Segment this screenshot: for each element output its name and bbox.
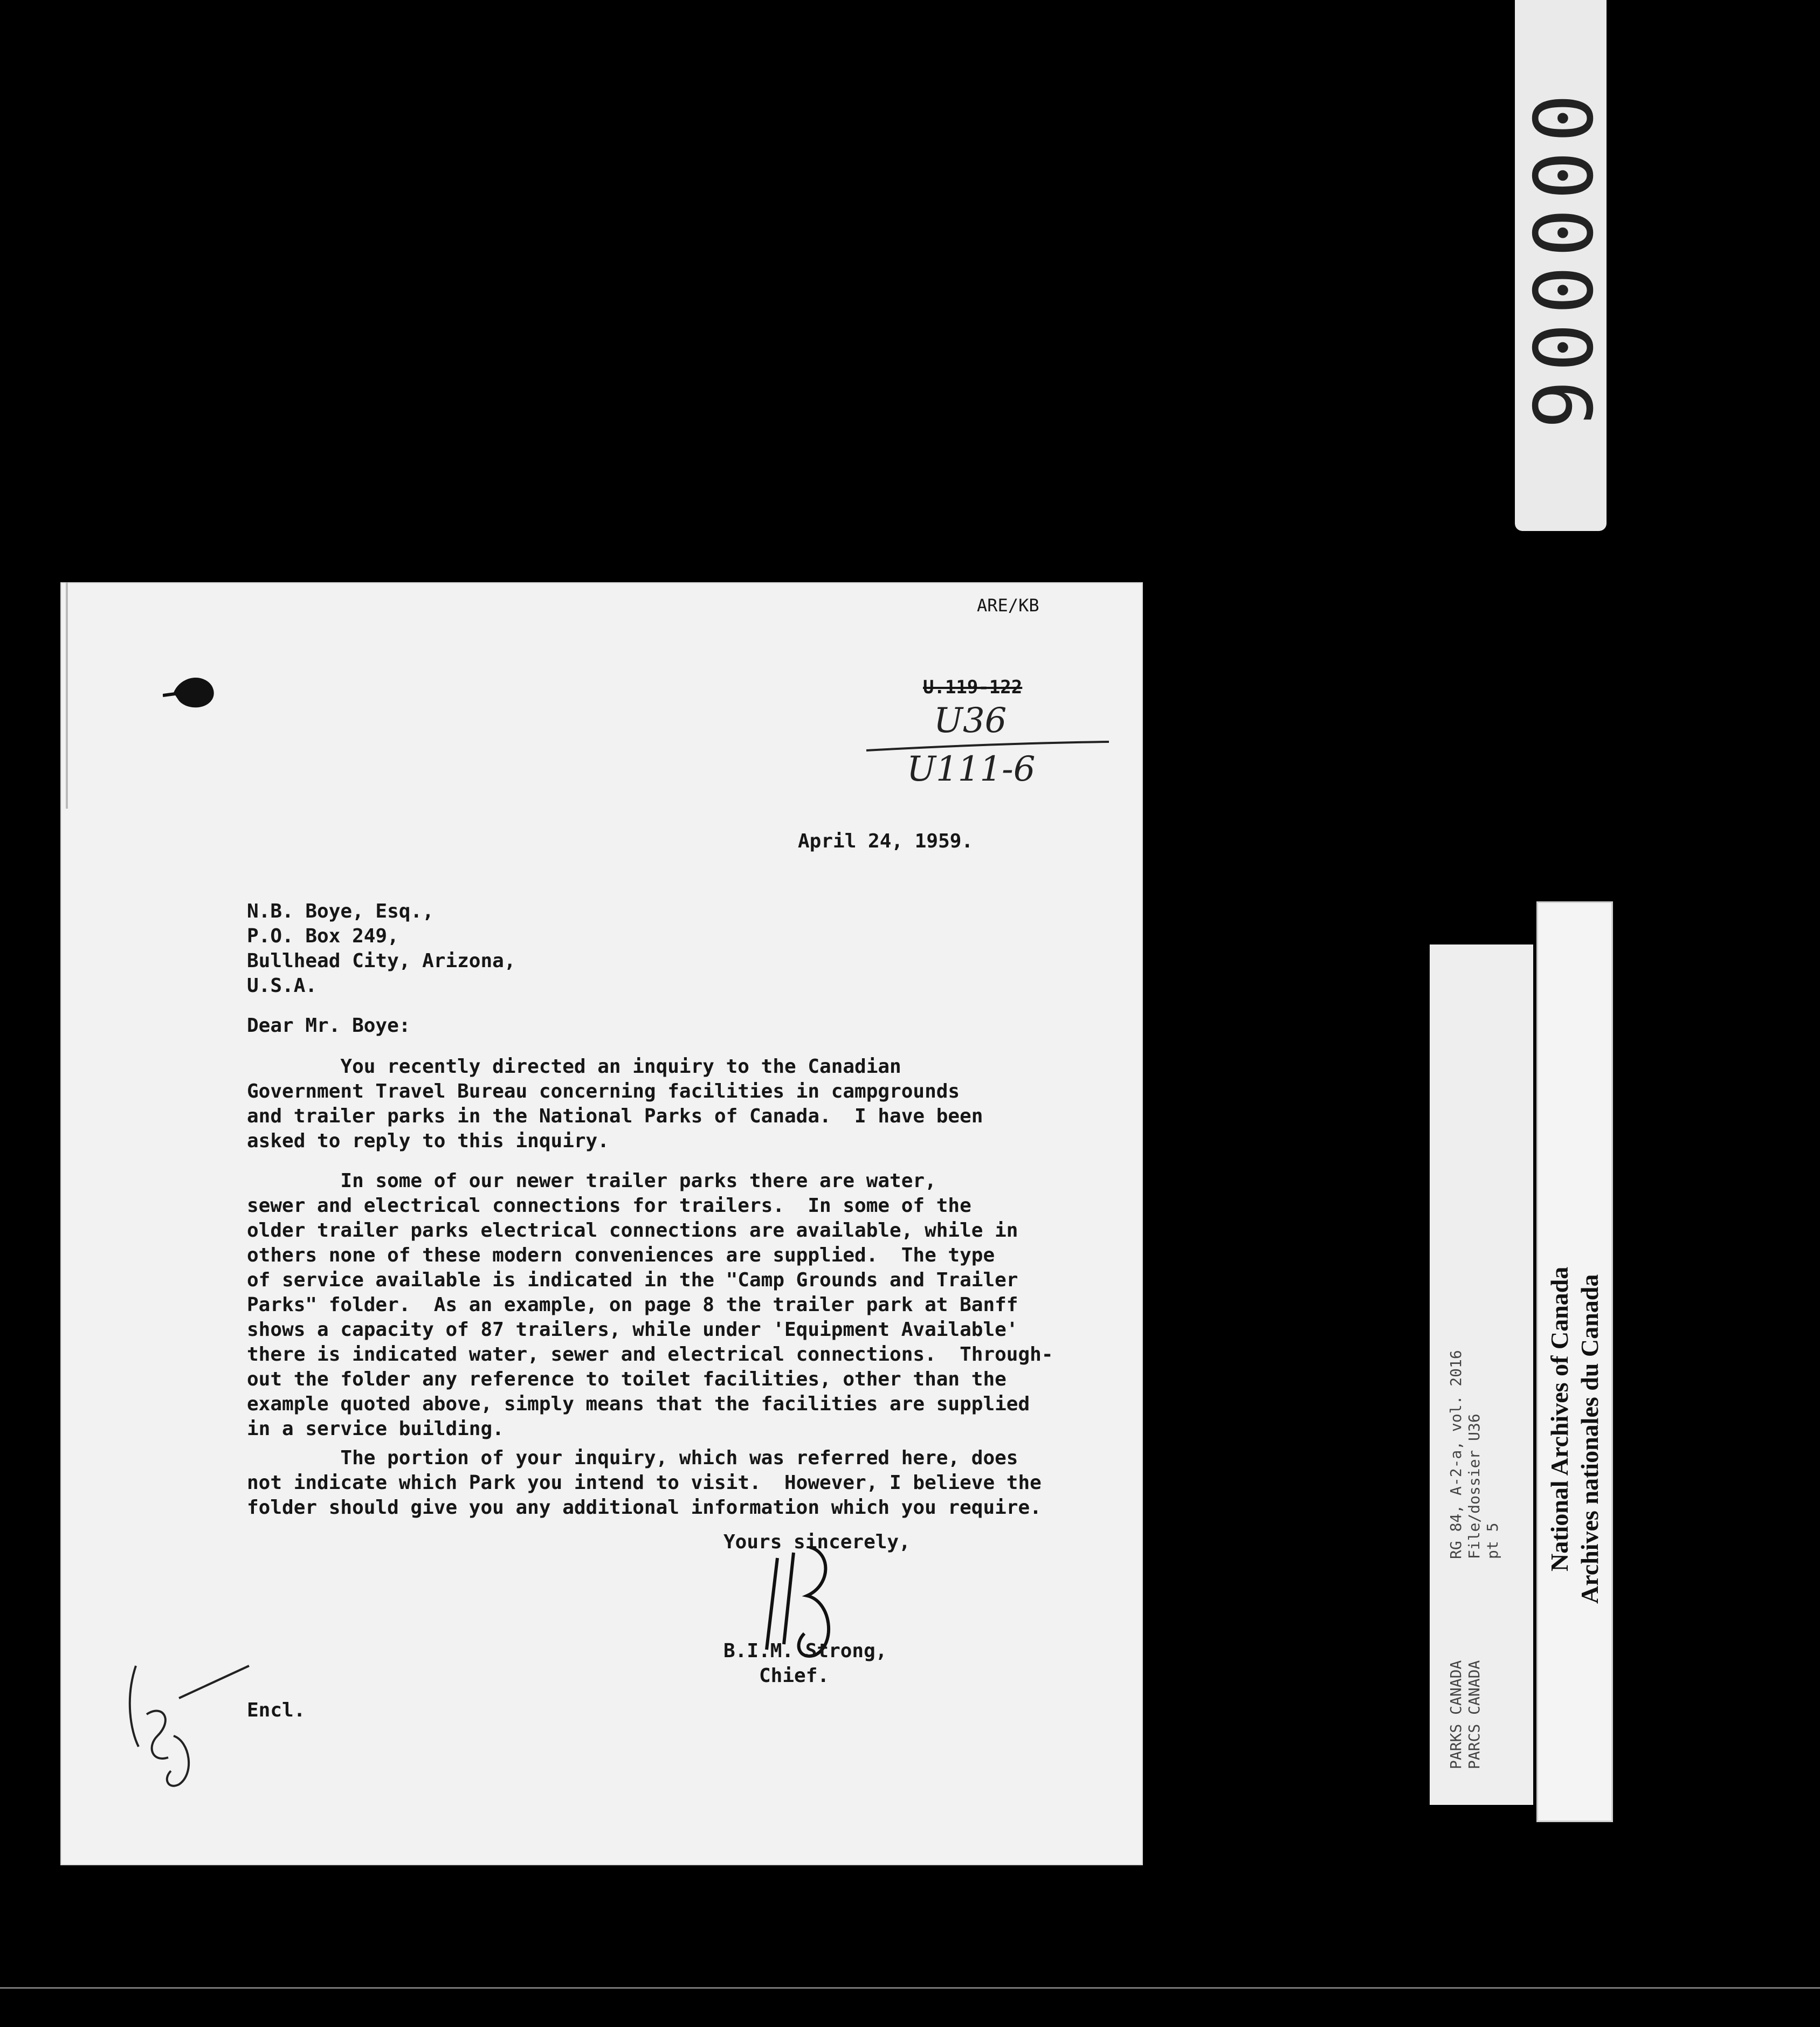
file-number-handwritten-2: U111-6 [907, 749, 1036, 789]
label-line: PARCS CANADA [1465, 1660, 1483, 1769]
body-line: Government Travel Bureau concerning facilities in campgrounds [247, 1080, 960, 1102]
label-line: pt 5 [1484, 1522, 1501, 1559]
body-line: not indicate which Park you intend to visit. However, I believe the [247, 1472, 1042, 1494]
address-line: N.B. Boye, Esq., [247, 900, 434, 922]
signer-name: B.I.M. Strong, [723, 1640, 887, 1662]
handwritten-initials [114, 1655, 287, 1795]
left-edge-shadow [66, 582, 68, 809]
body-line: others none of these modern conveniences are supplied. The type [247, 1244, 995, 1266]
recipient-address [247, 899, 516, 998]
body-line: Parks" folder. As an example, on page 8 the trailer park at Banff [247, 1294, 1018, 1316]
address-line: P.O. Box 249, [247, 925, 399, 947]
frame-counter-strip [1515, 0, 1607, 531]
body-line: in a service building. [247, 1418, 504, 1440]
label-line: RG 84, A-2-a, vol. 2016 [1447, 1350, 1465, 1559]
file-number-struck: U.119-122 [923, 677, 1023, 698]
ink-blot [163, 668, 233, 717]
reference-initials: ARE/KB [977, 595, 1039, 616]
archives-label-line: National Archives of Canada [1546, 1266, 1573, 1571]
body-line: In some of our newer trailer parks there are water, [247, 1170, 936, 1192]
salutation: Dear Mr. Boye: [247, 1015, 411, 1037]
body-line: shows a capacity of 87 trailers, while under 'Equipment Available' [247, 1319, 1018, 1341]
body-line: of service available is indicated in the "Camp Grounds and Trailer [247, 1269, 1018, 1291]
enclosure-note: Encl. [247, 1699, 306, 1721]
label-line: PARKS CANADA [1447, 1660, 1465, 1769]
paragraph-1 [247, 1054, 983, 1154]
closing: Yours sincerely, [723, 1531, 911, 1553]
frame-number: 000006 [1514, 93, 1608, 438]
body-line: example quoted above, simply means that the facilities are supplied [247, 1393, 1030, 1415]
body-line: out the folder any reference to toilet facilities, other than the [247, 1368, 1006, 1390]
body-line: asked to reply to this inquiry. [247, 1130, 609, 1152]
body-line: folder should give you any additional information which you require. [247, 1497, 1042, 1519]
archives-label [1536, 901, 1613, 1822]
film-edge-line [0, 1987, 1820, 1989]
archive-reference-label [1430, 944, 1533, 1805]
address-line: U.S.A. [247, 975, 318, 997]
address-line: Bullhead City, Arizona, [247, 950, 516, 972]
letter-page [60, 582, 1143, 1865]
paragraph-2 [247, 1169, 1053, 1442]
label-line: File/dossier U36 [1465, 1414, 1483, 1559]
body-line: The portion of your inquiry, which was referred here, does [247, 1447, 1018, 1469]
body-line: older trailer parks electrical connections are available, while in [247, 1219, 1018, 1242]
archives-label-line: Archives nationales du Canada [1576, 1274, 1603, 1604]
file-number-handwritten-1: U36 [934, 701, 1007, 741]
body-line: sewer and electrical connections for trailers. In some of the [247, 1195, 971, 1217]
signer-title: Chief. [759, 1665, 830, 1687]
letter-date: April 24, 1959. [798, 830, 974, 852]
body-line: You recently directed an inquiry to the Canadian [247, 1056, 901, 1078]
body-line: and trailer parks in the National Parks of Canada. I have been [247, 1105, 983, 1127]
paragraph-3 [247, 1446, 1042, 1520]
body-line: there is indicated water, sewer and electrical connections. Through- [247, 1343, 1053, 1366]
